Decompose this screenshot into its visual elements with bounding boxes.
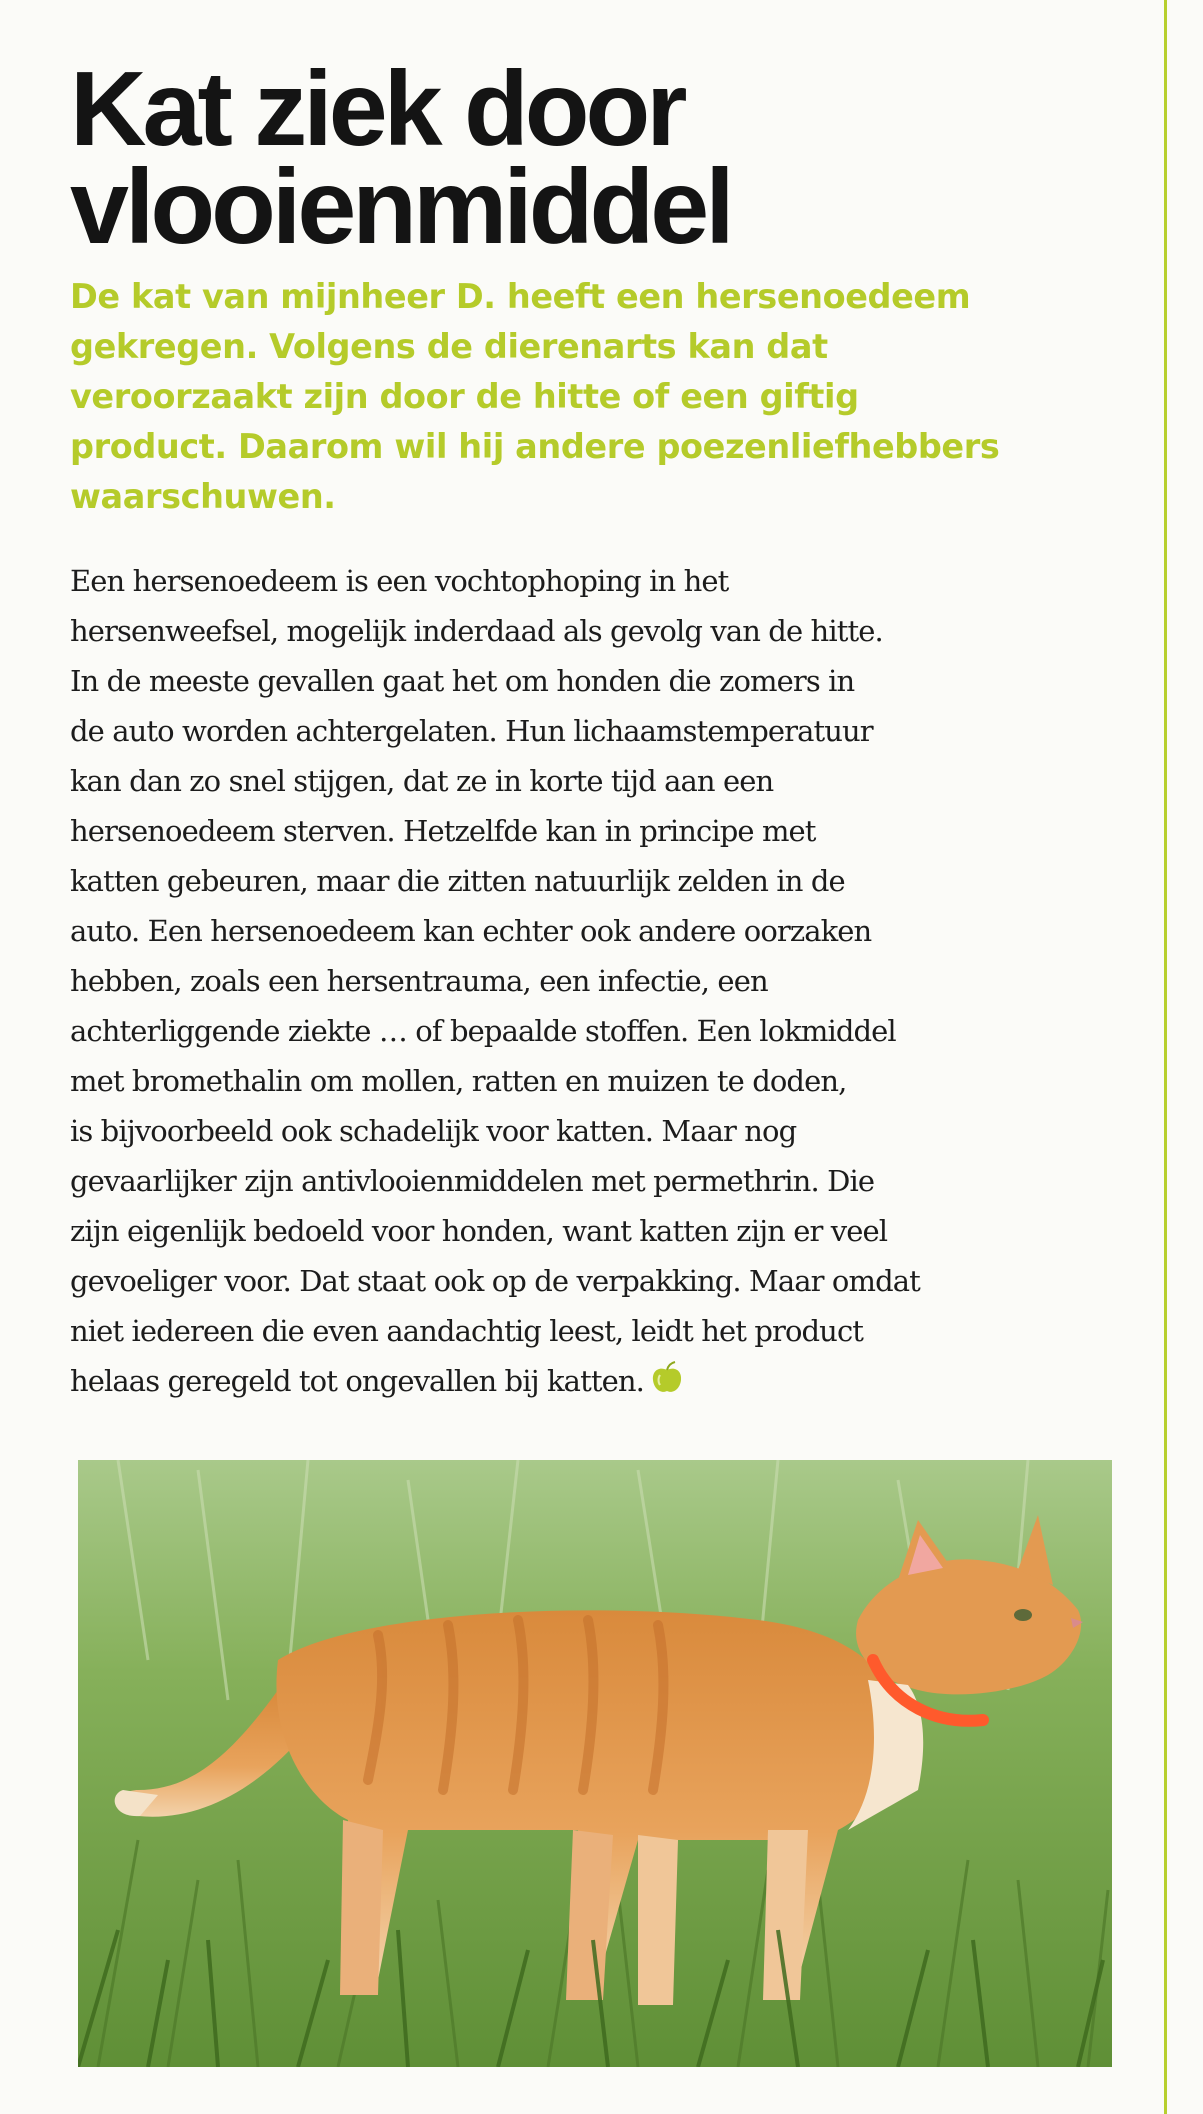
- body-line: gevaarlijker zijn antivlooienmiddelen met permethrin. Die: [70, 1164, 875, 1198]
- lead-line: veroorzaakt zijn door de hitte of een giftig: [70, 377, 859, 416]
- article-lead: [70, 272, 1130, 522]
- body-line: hebben, zoals een hersentrauma, een infectie, een: [70, 964, 768, 998]
- lead-line: waarschuwen.: [70, 477, 336, 516]
- body-line: de auto worden achtergelaten. Hun lichaamstemperatuur: [70, 714, 873, 748]
- body-line-last: [70, 1356, 1130, 1406]
- title-line: Kat ziek door: [70, 50, 684, 168]
- apple-icon: [650, 1361, 684, 1395]
- article-title: [70, 50, 1130, 266]
- body-line: niet iedereen die even aandachtig leest, leidt het product: [70, 1314, 864, 1348]
- body-line: gevoeliger voor. Dat staat ook op de verpakking. Maar omdat: [70, 1264, 920, 1298]
- body-line: helaas geregeld tot ongevallen bij katten.: [70, 1364, 644, 1398]
- body-line: Een hersenoedeem is een vochtophoping in het: [70, 564, 729, 598]
- body-line: katten gebeuren, maar die zitten natuurlijk zelden in de: [70, 864, 845, 898]
- page-side-rule: [1164, 0, 1167, 2114]
- article-body: [70, 556, 1130, 1406]
- body-line: achterliggende ziekte … of bepaalde stoffen. Een lokmiddel: [70, 1014, 896, 1048]
- body-line: auto. Een hersenoedeem kan echter ook andere oorzaken: [70, 914, 872, 948]
- body-line: is bijvoorbeeld ook schadelijk voor katten. Maar nog: [70, 1114, 797, 1148]
- body-line: In de meeste gevallen gaat het om honden die zomers in: [70, 664, 855, 698]
- article: [70, 50, 1130, 1406]
- title-line: vlooienmiddel: [70, 148, 731, 266]
- cat-illustration: [78, 1460, 1112, 2067]
- body-line: kan dan zo snel stijgen, dat ze in korte tijd aan een: [70, 764, 774, 798]
- lead-line: product. Daarom wil hij andere poezenliefhebbers: [70, 427, 1000, 466]
- body-line: hersenweefsel, mogelijk inderdaad als gevolg van de hitte.: [70, 614, 883, 648]
- body-line: zijn eigenlijk bedoeld voor honden, want katten zijn er veel: [70, 1214, 888, 1248]
- lead-line: De kat van mijnheer D. heeft een hersenoedeem: [70, 277, 971, 316]
- body-line: hersenoedeem sterven. Hetzelfde kan in principe met: [70, 814, 816, 848]
- cat-photo: [78, 1460, 1112, 2067]
- lead-line: gekregen. Volgens de dierenarts kan dat: [70, 327, 828, 366]
- body-line: met bromethalin om mollen, ratten en muizen te doden,: [70, 1064, 847, 1098]
